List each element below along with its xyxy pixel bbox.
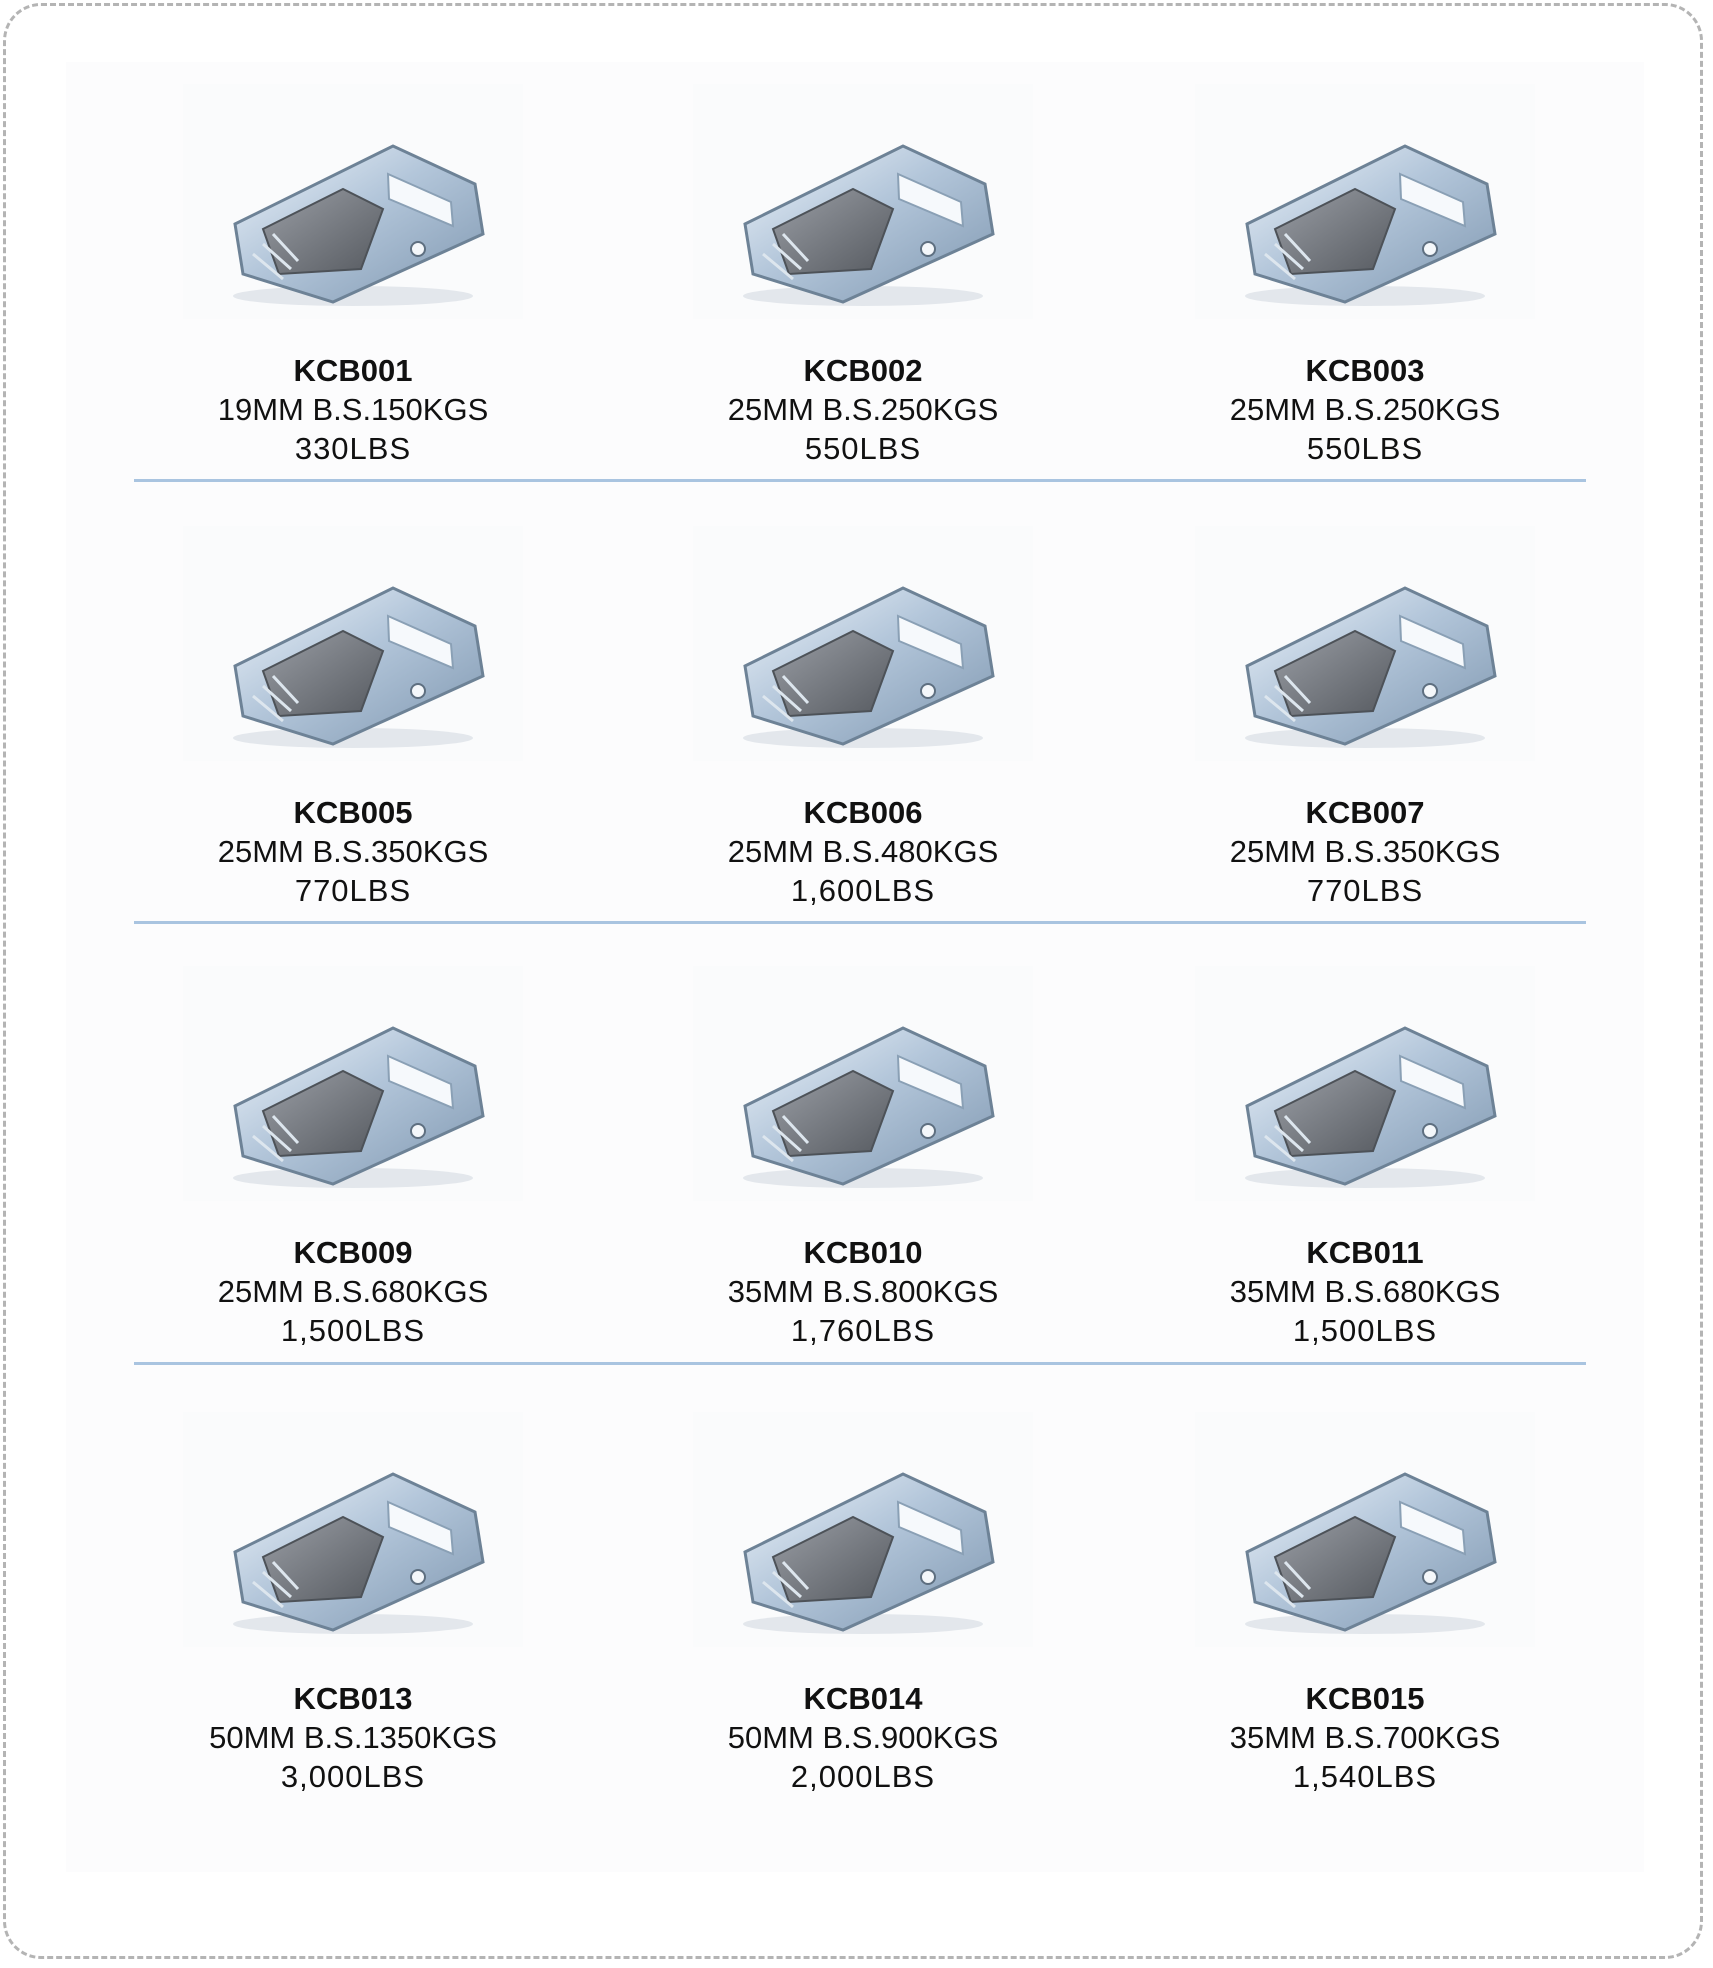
product-card bbox=[118, 1390, 588, 1832]
product-row bbox=[66, 944, 1644, 1386]
cam-buckle-icon bbox=[1195, 526, 1535, 761]
product-row bbox=[66, 1390, 1644, 1832]
product-spec: 50MM B.S.1350KGS bbox=[209, 1720, 497, 1755]
product-code: KCB001 bbox=[293, 353, 413, 388]
product-capacity-lbs: 1,540LBS bbox=[1292, 1759, 1438, 1794]
product-card bbox=[1130, 944, 1600, 1386]
row-divider bbox=[134, 921, 1586, 924]
cam-buckle-icon bbox=[1195, 966, 1535, 1201]
row-divider bbox=[134, 1362, 1586, 1365]
product-card bbox=[118, 62, 588, 504]
product-code: KCB014 bbox=[803, 1681, 923, 1716]
cam-buckle-icon bbox=[693, 84, 1033, 319]
product-code: KCB015 bbox=[1305, 1681, 1425, 1716]
product-row bbox=[66, 504, 1644, 946]
cam-buckle-icon bbox=[183, 84, 523, 319]
product-capacity-lbs: 770LBS bbox=[294, 873, 412, 908]
product-card bbox=[628, 62, 1098, 504]
product-spec: 50MM B.S.900KGS bbox=[727, 1720, 999, 1755]
product-spec: 35MM B.S.800KGS bbox=[727, 1274, 999, 1309]
cam-buckle-icon bbox=[693, 526, 1033, 761]
product-code: KCB003 bbox=[1305, 353, 1425, 388]
cam-buckle-icon bbox=[1195, 1412, 1535, 1647]
product-capacity-lbs: 550LBS bbox=[804, 431, 922, 466]
product-spec: 35MM B.S.680KGS bbox=[1229, 1274, 1501, 1309]
product-card bbox=[1130, 504, 1600, 946]
cam-buckle-icon bbox=[693, 1412, 1033, 1647]
product-capacity-lbs: 3,000LBS bbox=[280, 1759, 426, 1794]
product-code: KCB005 bbox=[293, 795, 413, 830]
cam-buckle-icon bbox=[693, 966, 1033, 1201]
product-spec: 25MM B.S.480KGS bbox=[727, 834, 999, 869]
product-capacity-lbs: 550LBS bbox=[1306, 431, 1424, 466]
product-card bbox=[628, 1390, 1098, 1832]
cam-buckle-icon bbox=[183, 526, 523, 761]
product-capacity-lbs: 1,760LBS bbox=[790, 1313, 936, 1348]
product-code: KCB002 bbox=[803, 353, 923, 388]
product-spec: 25MM B.S.350KGS bbox=[217, 834, 489, 869]
product-card bbox=[628, 944, 1098, 1386]
product-card bbox=[1130, 1390, 1600, 1832]
product-code: KCB009 bbox=[293, 1235, 413, 1270]
product-capacity-lbs: 330LBS bbox=[294, 431, 412, 466]
product-spec: 35MM B.S.700KGS bbox=[1229, 1720, 1501, 1755]
product-capacity-lbs: 1,500LBS bbox=[280, 1313, 426, 1348]
product-row bbox=[66, 62, 1644, 504]
product-capacity-lbs: 770LBS bbox=[1306, 873, 1424, 908]
product-capacity-lbs: 1,500LBS bbox=[1292, 1313, 1438, 1348]
row-divider bbox=[134, 479, 1586, 482]
product-card bbox=[628, 504, 1098, 946]
product-code: KCB013 bbox=[293, 1681, 413, 1716]
product-catalog bbox=[66, 62, 1644, 1872]
product-code: KCB010 bbox=[803, 1235, 923, 1270]
product-spec: 25MM B.S.250KGS bbox=[727, 392, 999, 427]
product-spec: 19MM B.S.150KGS bbox=[217, 392, 489, 427]
product-spec: 25MM B.S.680KGS bbox=[217, 1274, 489, 1309]
product-card bbox=[1130, 62, 1600, 504]
cam-buckle-icon bbox=[183, 1412, 523, 1647]
product-spec: 25MM B.S.350KGS bbox=[1229, 834, 1501, 869]
product-code: KCB007 bbox=[1305, 795, 1425, 830]
product-code: KCB011 bbox=[1306, 1235, 1424, 1270]
product-capacity-lbs: 1,600LBS bbox=[790, 873, 936, 908]
product-capacity-lbs: 2,000LBS bbox=[790, 1759, 936, 1794]
cam-buckle-icon bbox=[1195, 84, 1535, 319]
product-card bbox=[118, 504, 588, 946]
product-card bbox=[118, 944, 588, 1386]
cam-buckle-icon bbox=[183, 966, 523, 1201]
product-code: KCB006 bbox=[803, 795, 923, 830]
product-spec: 25MM B.S.250KGS bbox=[1229, 392, 1501, 427]
